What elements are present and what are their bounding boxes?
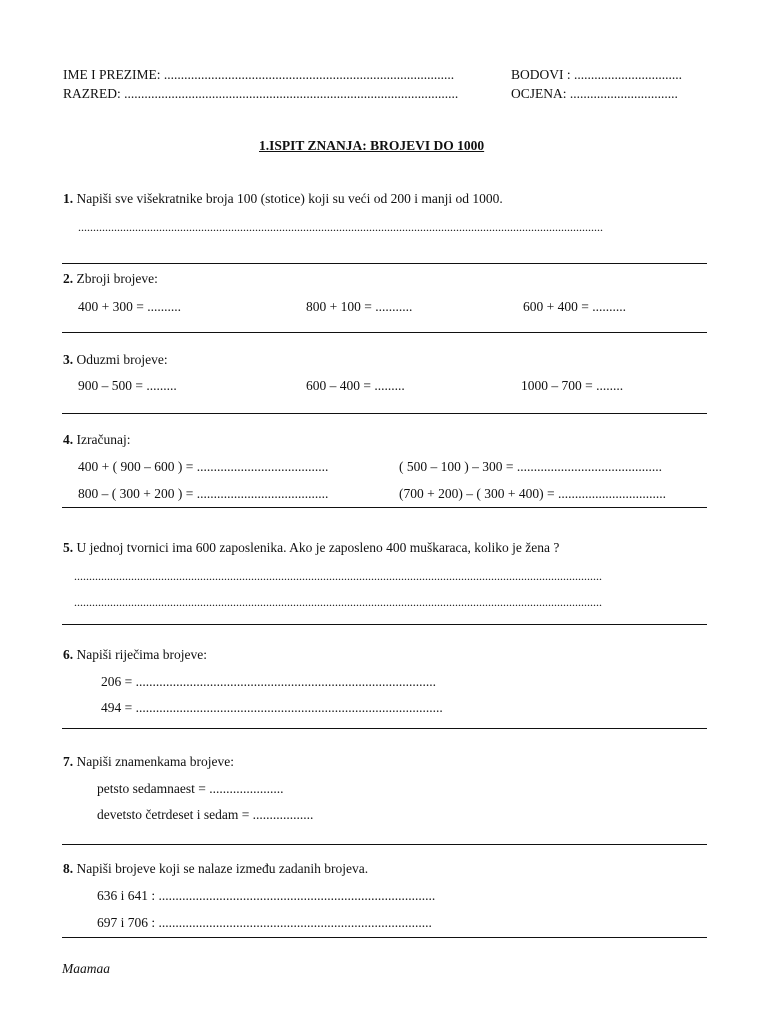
question-number: 8. <box>63 861 74 876</box>
question-number: 7. <box>63 754 74 769</box>
question-number: 1. <box>63 191 74 206</box>
question-text: Napiši riječima brojeve: <box>76 647 207 662</box>
question-text: Napiši brojeve koji se nalaze između zadanih brojeva. <box>76 861 369 876</box>
divider <box>62 507 707 508</box>
points-field[interactable]: BODOVI : ................................ <box>511 67 682 82</box>
name-field[interactable]: IME I PREZIME: ...................................................................................... <box>63 67 455 82</box>
digits-item[interactable]: devetsto četrdeset i sedam = .................. <box>97 807 314 822</box>
question-number: 4. <box>63 432 74 447</box>
words-item[interactable]: 494 = ........................................................................................... <box>101 700 443 715</box>
class-field[interactable]: RAZRED: ................................................................................................... <box>63 86 459 101</box>
question-8 <box>63 862 368 876</box>
sum-item[interactable]: 800 + 100 = ........... <box>306 299 413 314</box>
divider <box>62 844 707 845</box>
difference-item[interactable]: 1000 – 700 = ........ <box>521 378 624 393</box>
question-4 <box>63 433 130 447</box>
expression-item[interactable]: ( 500 – 100 ) – 300 = ........................................... <box>399 459 662 474</box>
divider <box>62 624 707 625</box>
expression-item[interactable]: 400 + ( 900 – 600 ) = ....................................... <box>78 459 329 474</box>
question-number: 6. <box>63 647 74 662</box>
answer-line[interactable]: ................................................................................................................................................................................ <box>74 595 602 609</box>
between-item[interactable]: 697 i 706 : ................................................................................. <box>97 915 432 930</box>
question-5 <box>63 541 559 555</box>
question-text: U jednoj tvornici ima 600 zaposlenika. Ako je zaposleno 400 muškaraca, koliko je žena ? <box>76 540 560 555</box>
question-text: Napiši sve višekratnike broja 100 (stotice) koji su veći od 200 i manji od 1000. <box>76 191 503 206</box>
sum-item[interactable]: 600 + 400 = .......... <box>523 299 626 314</box>
question-number: 5. <box>63 540 74 555</box>
question-number: 2. <box>63 271 74 286</box>
footer-signature: Maamaa <box>62 961 110 976</box>
divider <box>62 332 707 333</box>
difference-item[interactable]: 900 – 500 = ......... <box>78 378 177 393</box>
question-text: Izračunaj: <box>76 432 131 447</box>
question-text: Napiši znamenkama brojeve: <box>76 754 234 769</box>
between-item[interactable]: 636 i 641 : .................................................................................. <box>97 888 436 903</box>
answer-line[interactable]: ................................................................................................................................................................................ <box>74 569 602 583</box>
divider <box>62 937 707 938</box>
question-7 <box>63 755 234 769</box>
grade-field[interactable]: OCJENA: ................................ <box>511 86 678 101</box>
question-1 <box>63 192 503 206</box>
difference-item[interactable]: 600 – 400 = ......... <box>306 378 405 393</box>
divider <box>62 728 707 729</box>
question-text: Zbroji brojeve: <box>76 271 158 286</box>
expression-item[interactable]: 800 – ( 300 + 200 ) = ....................................... <box>78 486 329 501</box>
words-item[interactable]: 206 = ......................................................................................... <box>101 674 436 689</box>
question-6 <box>63 648 207 662</box>
page-title: 1.ISPIT ZNANJA: BROJEVI DO 1000 <box>259 138 485 153</box>
expression-item[interactable]: (700 + 200) – ( 300 + 400) = ................................ <box>399 486 666 501</box>
digits-item[interactable]: petsto sedamnaest = ...................... <box>97 781 284 796</box>
divider <box>62 263 707 264</box>
question-3 <box>63 353 168 367</box>
question-2 <box>63 272 158 286</box>
question-number: 3. <box>63 352 74 367</box>
divider <box>62 413 707 414</box>
answer-line[interactable]: ............................................................................................................................................................................... <box>78 220 603 234</box>
question-text: Oduzmi brojeve: <box>76 352 168 367</box>
sum-item[interactable]: 400 + 300 = .......... <box>78 299 181 314</box>
